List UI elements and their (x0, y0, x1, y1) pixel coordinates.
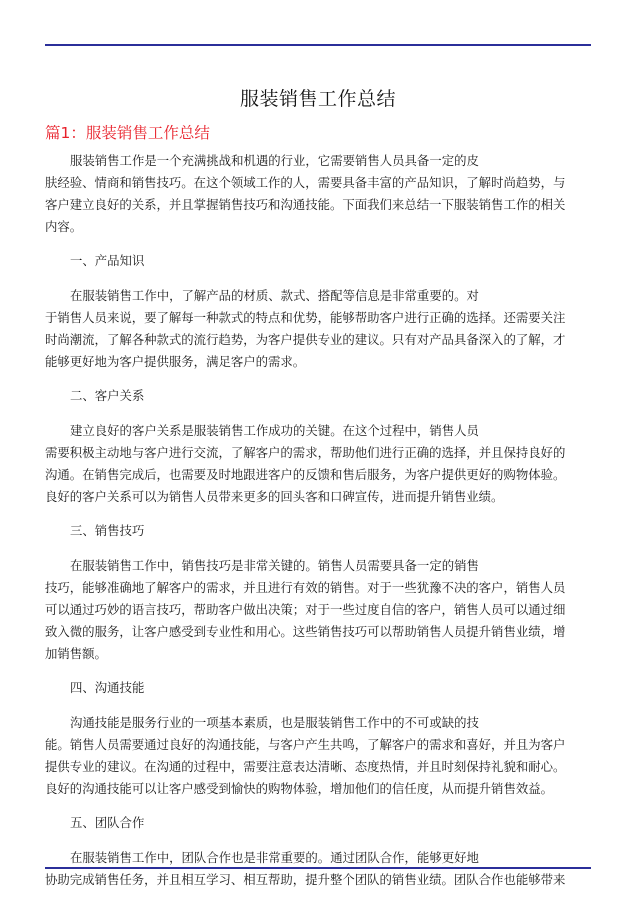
paragraph-communication-skills (45, 712, 593, 800)
subheading-teamwork: 五、团队合作 (70, 815, 145, 830)
text-line: 能。销售人员需要通过良好的沟通技能，与客户产生共鸣，了解客户的需求和喜好，并且为客户 (45, 737, 566, 752)
text-line: 服装销售工作是一个充满挑战和机遇的行业，它需要销售人员具备一定的皮 (70, 153, 479, 168)
text-line: 良好的客户关系可以为销售人员带来更多的回头客和口碑宣传，进而提升销售业绩。 (45, 489, 504, 504)
text-line: 于销售人员来说，要了解每一种款式的特点和优势，能够帮助客户进行正确的选择。还需要关注 (45, 310, 566, 325)
document-title: 服装销售工作总结 (239, 88, 396, 110)
footer-rule (45, 867, 591, 869)
text-line: 时尚潮流，了解各种款式的流行趋势，为客户提供专业的建议。只有对产品具备深入的了解，才 (45, 332, 566, 347)
paragraph-teamwork (45, 847, 593, 891)
document-body (45, 150, 593, 891)
text-line: 提供专业的建议。在沟通的过程中，需要注意表达清晰、态度热情，并且时刻保持礼貌和耐心。 (45, 759, 566, 774)
text-line: 可以通过巧妙的语言技巧，帮助客户做出决策；对于一些过度自信的客户，销售人员可以通过细 (45, 602, 566, 617)
text-line: 需要积极主动地与客户进行交流，了解客户的需求，帮助他们进行正确的选择，并且保持良好的 (45, 445, 566, 460)
text-line: 良好的沟通技能可以让客户感受到愉快的购物体验，增加他们的信任度，从而提升销售效益。 (45, 781, 554, 796)
text-line: 沟通技能是服务行业的一项基本素质，也是服装销售工作中的不可或缺的技 (70, 715, 479, 730)
text-line: 内容。 (45, 219, 83, 234)
text-line: 加销售额。 (45, 646, 107, 661)
header-rule (45, 44, 591, 46)
subheading-product-knowledge: 一、产品知识 (70, 253, 145, 268)
text-line: 协助完成销售任务，并且相互学习、相互帮助，提升整个团队的销售业绩。团队合作也能够带来 (45, 872, 566, 887)
text-line: 沟通。在销售完成后，也需要及时地跟进客户的反馈和售后服务，为客户提供更好的购物体验。 (45, 467, 566, 482)
section-heading: 篇1：服装销售工作总结 (45, 124, 210, 142)
text-line: 客户建立良好的关系，并且掌握销售技巧和沟通技能。下面我们来总结一下服装销售工作的相关 (45, 197, 566, 212)
text-line: 建立良好的客户关系是服装销售工作成功的关键。在这个过程中，销售人员 (70, 423, 479, 438)
subheading-communication-skills: 四、沟通技能 (70, 680, 145, 695)
subheading-sales-skills: 三、销售技巧 (70, 523, 145, 538)
text-line: 肤经验、情商和销售技巧。在这个领域工作的人，需要具备丰富的产品知识，了解时尚趋势，与 (45, 175, 566, 190)
text-line: 在服装销售工作中，团队合作也是非常重要的。通过团队合作，能够更好地 (70, 850, 479, 865)
text-line: 在服装销售工作中，销售技巧是非常关键的。销售人员需要具备一定的销售 (70, 558, 479, 573)
paragraph-sales-skills (45, 555, 593, 665)
text-line: 技巧，能够准确地了解客户的需求，并且进行有效的销售。对于一些犹豫不决的客户，销售人员 (45, 580, 566, 595)
text-line: 在服装销售工作中，了解产品的材质、款式、搭配等信息是非常重要的。对 (70, 288, 479, 303)
paragraph-product-knowledge (45, 285, 593, 373)
text-line: 能够更好地为客户提供服务，满足客户的需求。 (45, 354, 306, 369)
intro-paragraph (45, 150, 593, 238)
subheading-customer-relations: 二、客户关系 (70, 388, 145, 403)
paragraph-customer-relations (45, 420, 593, 508)
text-line: 致入微的服务，让客户感受到专业性和用心。这些销售技巧可以帮助销售人员提升销售业绩，增 (45, 624, 566, 639)
